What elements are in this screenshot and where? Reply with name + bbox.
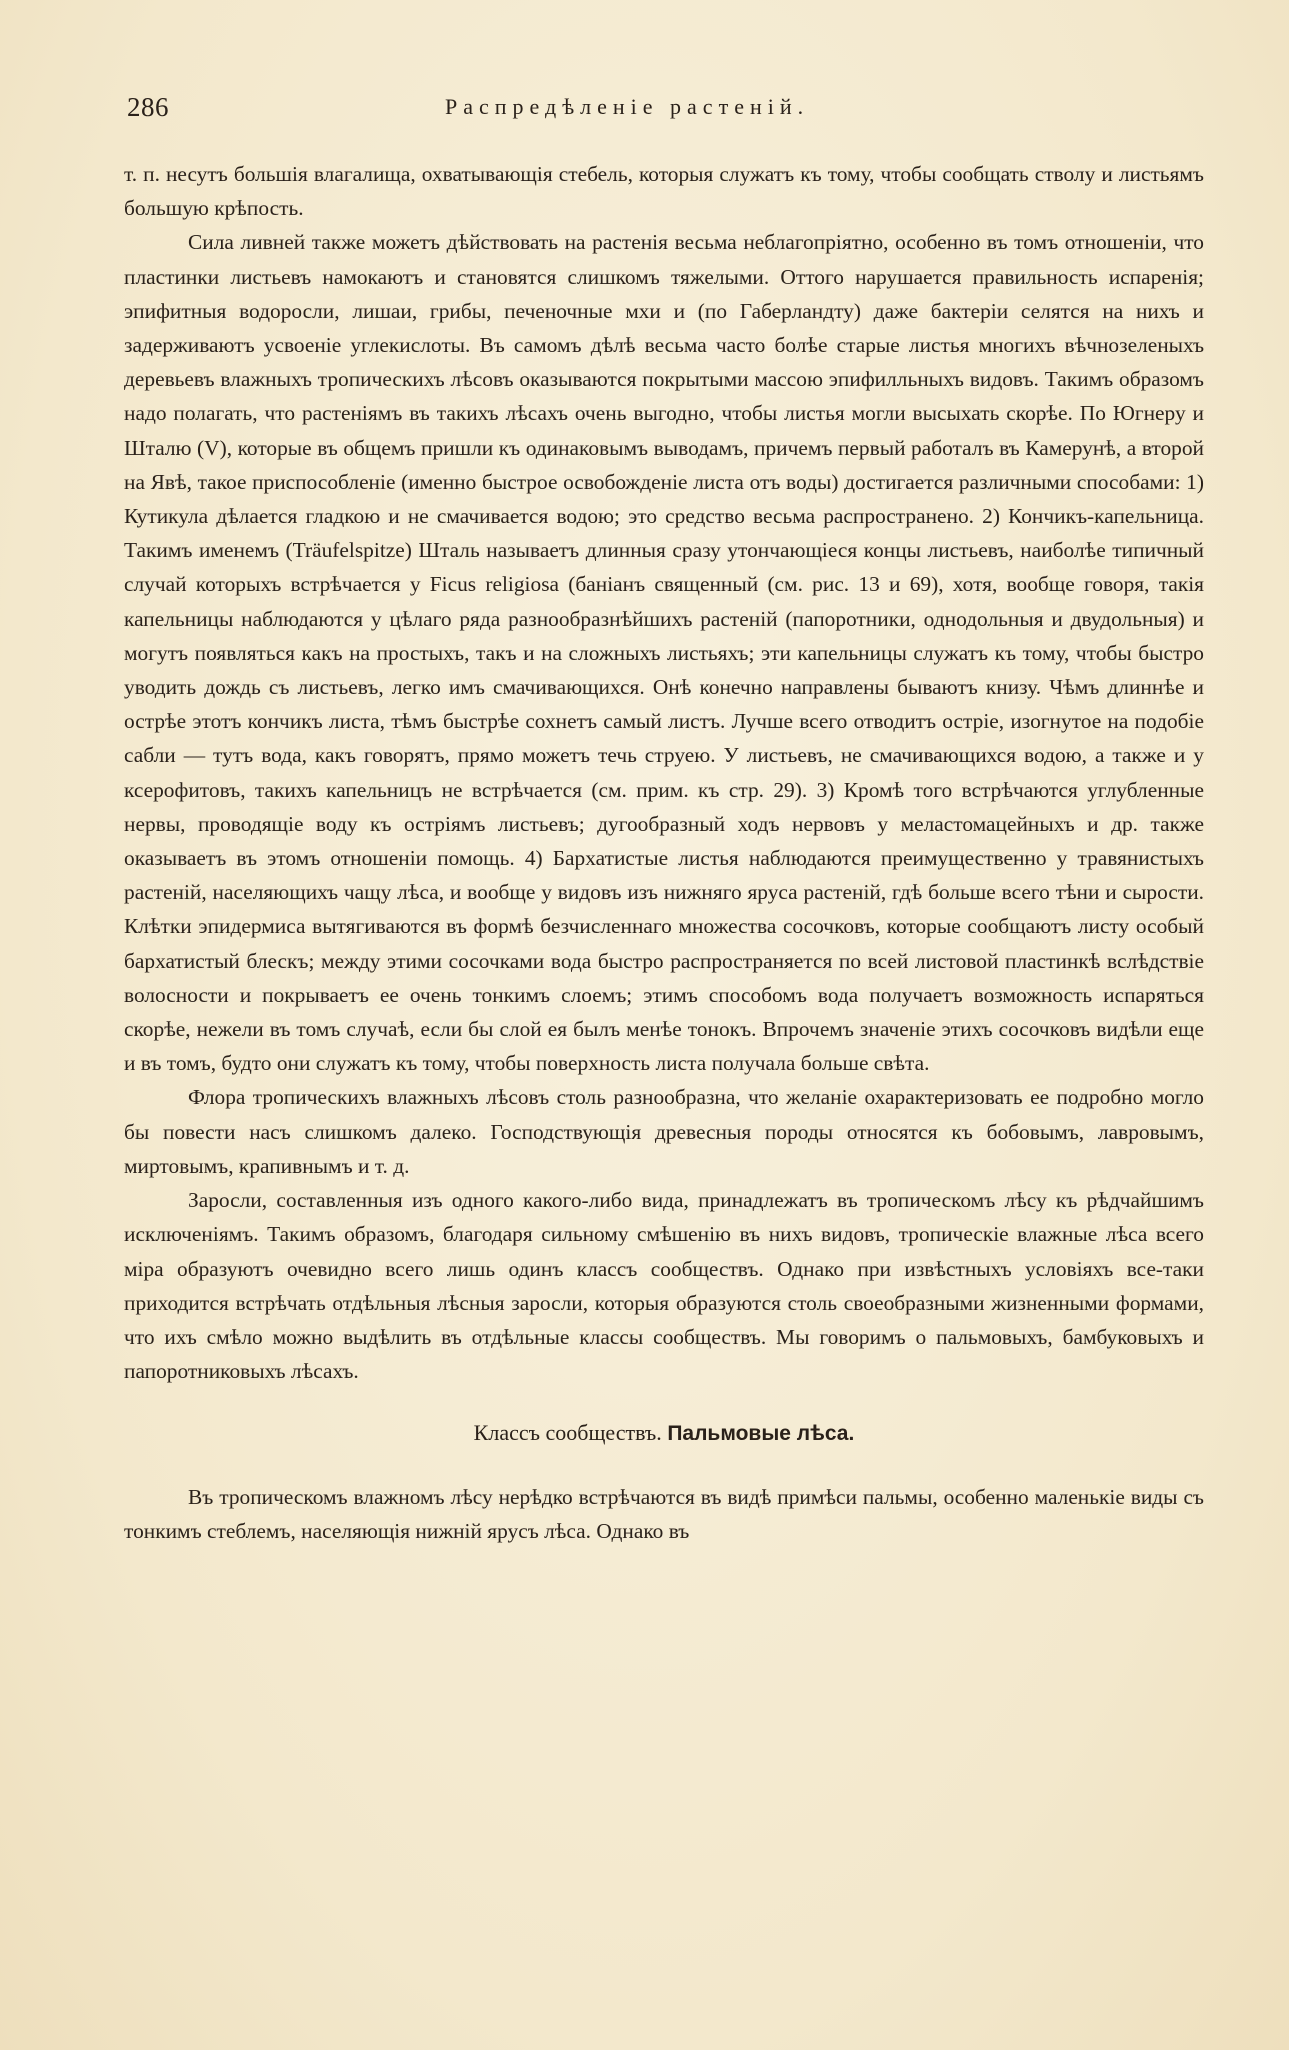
paragraph-continuation: т. п. несутъ большія влагалища, охватывающія стебель, которыя служатъ къ тому, чтобы сообщать стволу и листьямъ большую крѣпость. (124, 162, 1204, 221)
paragraph-thickets: Заросли, составленныя изъ одного какого-либо вида, принадлежатъ въ тропическомъ лѣсу къ рѣдчайшимъ исключеніямъ. Такимъ образомъ, благодаря сильному смѣшенію въ нихъ видовъ, тропическіе влажные лѣса всего міра образуютъ очевидно всего лишь одинъ классъ сообществъ. Однако при извѣстныхъ условіяхъ все-таки приходится встрѣчать отдѣльныя лѣсныя заросли, которыя образуются столь своеобразными жизненными формами, что ихъ смѣло можно выдѣлить въ отдѣльные классы сообществъ. Мы говоримъ о пальмовыхъ, бамбуковыхъ и папоротниковыхъ лѣсахъ. (124, 1188, 1204, 1384)
paragraph-palm-forests: Въ тропическомъ влажномъ лѣсу нерѣдко встрѣчаются въ видѣ примѣси пальмы, особенно маленькіе виды съ тонкимъ стеблемъ, населяющія нижній ярусъ лѣса. Однако въ (124, 1484, 1204, 1543)
section-heading (124, 1416, 1204, 1451)
page-number: 286 (127, 92, 169, 122)
running-head: Распредѣленіе растеній. (445, 94, 810, 119)
section-heading-lead: Классъ сообществъ. (473, 1420, 662, 1446)
paragraph-rain-effects: Сила ливней также можетъ дѣйствовать на растенія весьма неблагопріятно, особенно въ томъ отношеніи, что пластинки листьевъ намокаютъ и становятся слишкомъ тяжелыми. Оттого нарушается правильность испаренія; эпифитныя водоросли, лишаи, грибы, печеночные мхи и (по Габерландту) даже бактеріи селятся на нихъ и задерживаютъ усвоеніе углекислоты. Въ самомъ дѣлѣ весьма часто болѣе старые листья многихъ вѣчнозеленыхъ деревьевъ влажныхъ тропическихъ лѣсовъ оказываются покрытыми массою эпифилльныхъ видовъ. Такимъ образомъ надо полагать, что растеніямъ въ такихъ лѣсахъ очень выгодно, чтобы листья могли высыхать скорѣе. По Югнеру и Шталю (V), которые въ общемъ пришли къ одинаковымъ выводамъ, причемъ первый работалъ въ Камерунѣ, а второй на Явѣ, такое приспособленіе (именно быстрое освобожденіе листа отъ воды) достигается различными способами: 1) Кутикула дѣлается гладкою и не смачивается водою; это средство весьма распространено. 2) Кончикъ-капельница. Такимъ именемъ (Träufelspitze) Шталь называетъ длинныя сразу утончающіеся концы листьевъ, наиболѣе типичный случай которыхъ встрѣчается у Ficus religiosa (баніанъ священный (см. рис. 13 и 69), хотя, вообще говоря, такія капельницы наблюдаются у цѣлаго ряда разнообразнѣйшихъ растеній (папоротники, однодольныя и двудольныя) и могутъ появляться какъ на простыхъ, такъ и на сложныхъ листьяхъ; эти капельницы служатъ къ тому, чтобы быстро уводить дождь съ листьевъ, легко имъ смачивающихся. Онѣ конечно направлены бываютъ книзу. Чѣмъ длиннѣе и острѣе этотъ кончикъ листа, тѣмъ быстрѣе сохнетъ самый листъ. Лучше всего отводитъ остріе, изогнутое на подобіе сабли — тутъ вода, какъ говорятъ, прямо можетъ течь струею. У листьевъ, не смачивающихся водою, а также и у ксерофитовъ, такихъ капельницъ не встрѣчается (см. прим. къ стр. 29). 3) Кромѣ того встрѣчаются углубленные нервы, проводящіе воду къ остріямъ листьевъ; дугообразный ходъ нервовъ у меластомацейныхъ и др. также оказываетъ въ этомъ отношеніи помощь. 4) Бархатистые листья наблюдаются преимущественно у травянистыхъ растеній, населяющихъ чащу лѣса, и вообще у видовъ изъ нижняго яруса растеній, гдѣ больше всего тѣни и сырости. Клѣтки эпидермиса вытягиваются въ формѣ безчисленнаго множества сосочковъ, которые сообщаютъ листу особый бархатистый блескъ; между этими сосочками вода быстро распространяется по всей листовой пластинкѣ вслѣдствіе волосности и покрываетъ ее очень тонкимъ слоемъ; этимъ способомъ вода получаетъ возможность испаряться скорѣе, нежели въ томъ случаѣ, если бы слой ея былъ менѣе тонокъ. Впрочемъ значеніе этихъ сосочковъ видѣли еще и въ томъ, будто они служатъ къ тому, чтобы поверхность листа получала больше свѣта. (124, 230, 1204, 1076)
section-heading-title: Пальмовые лѣса. (667, 1422, 855, 1446)
page-header (127, 92, 1197, 132)
body-text (124, 157, 1204, 1548)
paragraph-flora: Флора тропическихъ влажныхъ лѣсовъ столь разнообразна, что желаніе охарактеризовать ее подробно могло бы повести насъ слишкомъ далеко. Господствующія древесныя породы относятся къ бобовымъ, лавровымъ, миртовымъ, крапивнымъ и т. д. (124, 1085, 1204, 1178)
